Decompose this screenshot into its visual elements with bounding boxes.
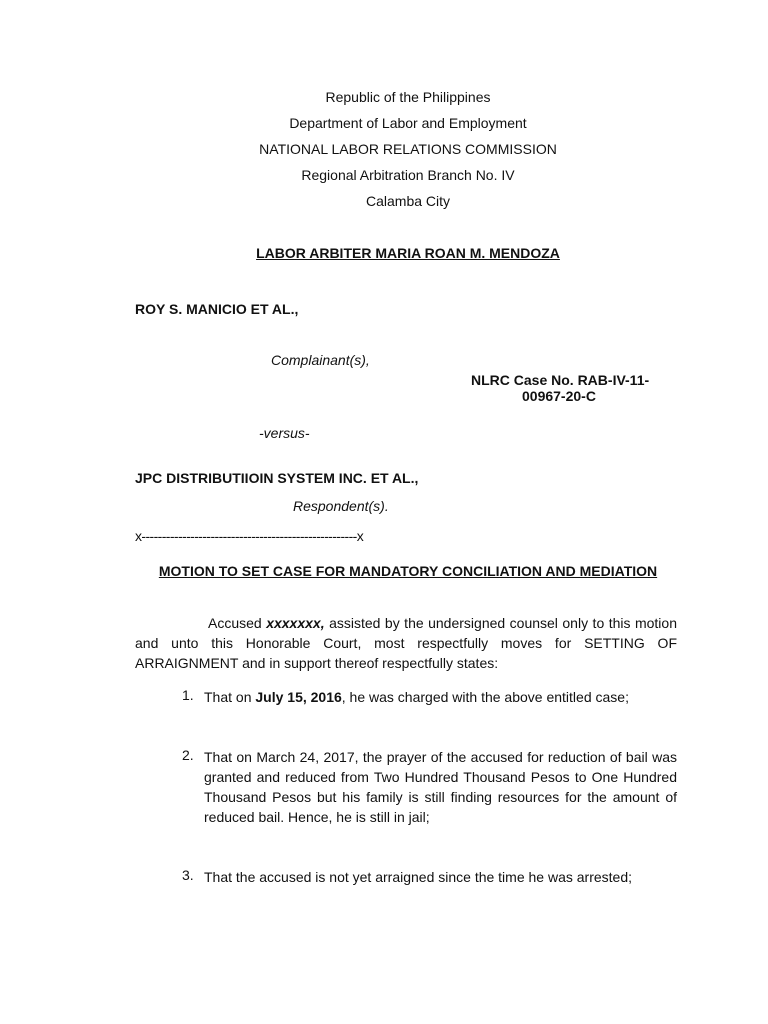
header-department: Department of Labor and Employment bbox=[289, 115, 527, 131]
complainant-name: ROY S. MANICIO ET AL., bbox=[135, 301, 299, 317]
item-2-text: That on March 24, 2017, the prayer of the accused for reduction of bail was granted and reduced from Two Hundred Thousand Pesos to One Hundred Thousand Pesos but his family is still finding resources for the amount of reduced bail. Hence, he is still in jail; bbox=[204, 749, 677, 825]
header-republic: Republic of the Philippines bbox=[325, 89, 491, 105]
case-number-line2: 00967-20-C bbox=[522, 388, 596, 404]
separator-line: x-----------------------------------------------------x bbox=[135, 528, 364, 544]
case-number-line1: NLRC Case No. RAB-IV-11- bbox=[471, 372, 650, 388]
intro-accused-word: Accused bbox=[208, 615, 267, 631]
item-1-before: That on bbox=[204, 689, 256, 705]
item-3-text: That the accused is not yet arraigned since the time he was arrested; bbox=[204, 869, 633, 885]
labor-arbiter-title: LABOR ARBITER MARIA ROAN M. MENDOZA bbox=[256, 245, 560, 261]
header-city: Calamba City bbox=[365, 193, 451, 209]
item-2-number: 2. bbox=[182, 747, 194, 763]
accused-name: xxxxxxx, bbox=[266, 615, 325, 631]
item-1-after: , he was charged with the above entitled case; bbox=[341, 689, 629, 705]
item-1-number: 1. bbox=[182, 687, 194, 703]
item-1-text bbox=[204, 687, 677, 707]
versus-label: -versus- bbox=[259, 425, 310, 441]
item-3-number: 3. bbox=[182, 867, 194, 883]
respondent-name: JPC DISTRIBUTIIOIN SYSTEM INC. ET AL., bbox=[135, 470, 419, 486]
header-commission: NATIONAL LABOR RELATIONS COMMISSION bbox=[259, 141, 557, 157]
header-branch: Regional Arbitration Branch No. IV bbox=[301, 167, 515, 183]
item-1-date: July 15, 2016 bbox=[255, 689, 342, 705]
intro-text: assisted by the undersigned counsel only to this motion and unto this Honorable Court, most respectfully moves for SETTING OF ARRAIGNMENT and in support thereof respectfully states: bbox=[135, 615, 677, 671]
intro-paragraph bbox=[135, 613, 677, 673]
motion-title: MOTION TO SET CASE FOR MANDATORY CONCILIATION AND MEDIATION bbox=[158, 563, 658, 579]
respondent-label: Respondent(s). bbox=[293, 498, 389, 514]
complainant-label: Complainant(s), bbox=[271, 352, 370, 368]
